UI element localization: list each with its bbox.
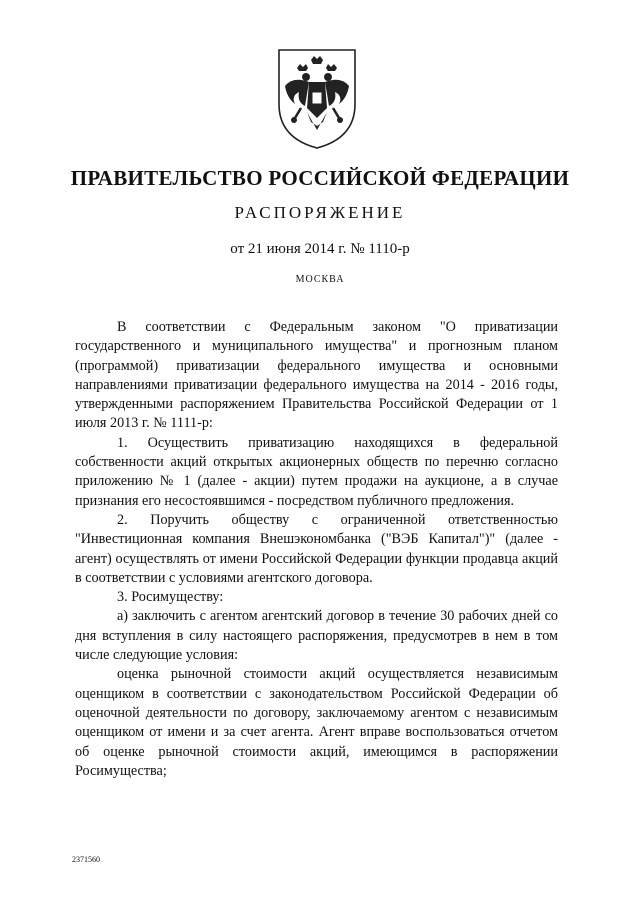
document-date-number: от 21 июня 2014 г. № 1110-р <box>230 241 410 257</box>
document-type: РАСПОРЯЖЕНИЕ <box>234 203 406 222</box>
coat-of-arms-emblem <box>273 46 361 152</box>
document-city: МОСКВА <box>295 274 345 285</box>
valuation-condition-paragraph: оценка рыночной стоимости акций осуществляется независимым оценщиком в соответствии с законодательством Российской Федерации об оценочной деятельности по договору, заключаемому агентом с независимым оценщиком от имени и за счет агента. Агент вправе воспользоваться отчетом об оценке рыночной стоимости акций, имеющимся в распоряжении Росимущества; <box>75 666 558 779</box>
double-headed-eagle-emblem-icon <box>273 46 361 152</box>
preamble-paragraph: В соответствии с Федеральным законом "О приватизации государственного и муниципального имущества" и прогнозным планом (программой) приватизации федерального имущества и основными направлениями приватизации федерального имущества на 2014 - 2016 годы, утвержденными распоряжением Правительства Российской Федерации от 1 июля 2013 г. № 1111-р: <box>75 319 558 432</box>
document-code: 2371560 <box>72 855 100 864</box>
clause-1-paragraph: 1. Осуществить приватизацию находящихся в федеральной собственности акций открытых акционерных обществ по перечню согласно приложению № 1 (далее - акции) путем продажи на аукционе, а в случае признания его несостоявшимся - посредством публичного предложения. <box>75 434 558 509</box>
clause-2-paragraph: 2. Поручить обществу с ограниченной ответственностью "Инвестиционная компания Внешэкономбанка ("ВЭБ Капитал")" (далее - агент) осуществлять от имени Российской Федерации функции продавца акций в соответствии с условиями агентского договора. <box>75 511 558 586</box>
clause-3-heading: 3. Росимуществу: <box>117 589 224 606</box>
organization-title: ПРАВИТЕЛЬСТВО РОССИЙСКОЙ ФЕДЕРАЦИИ <box>70 166 570 190</box>
clause-3a-paragraph: а) заключить с агентом агентский договор в течение 30 рабочих дней со дня вступления в силу настоящего распоряжения, предусмотрев в нем в том числе следующие условия: <box>75 608 558 664</box>
document-body <box>75 318 558 781</box>
